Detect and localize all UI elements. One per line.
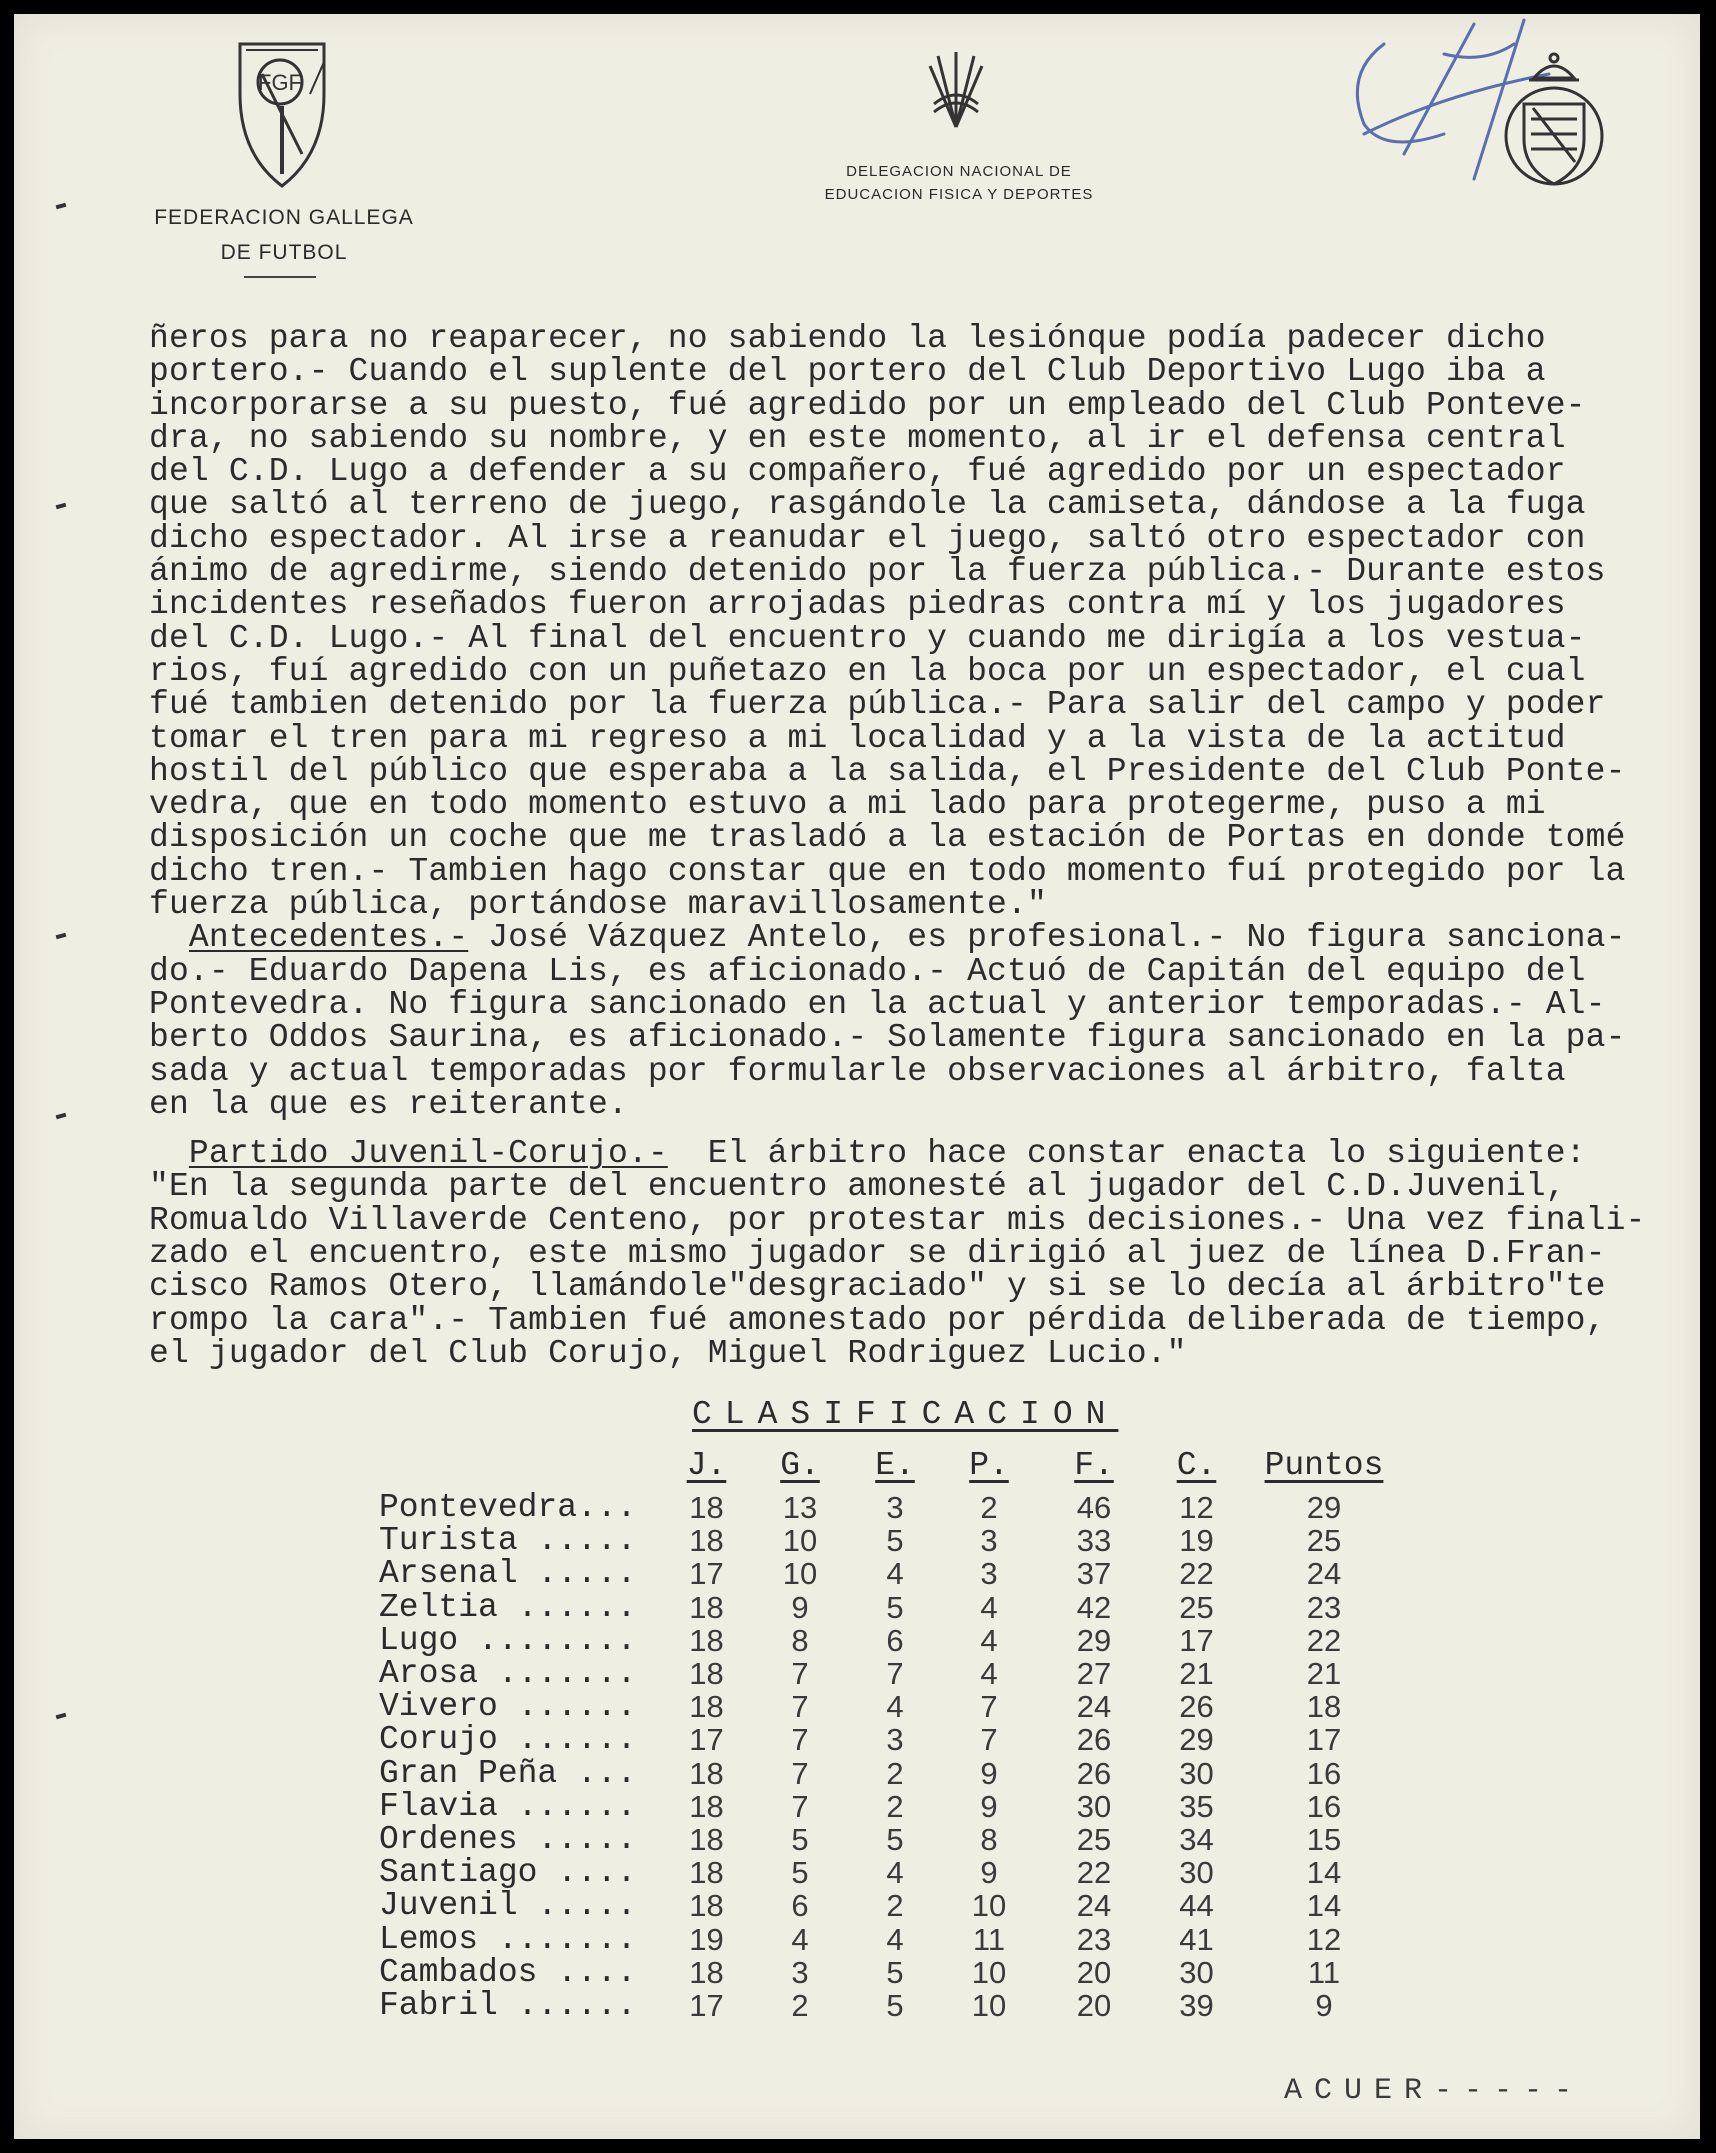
- table-row: [379, 1989, 1399, 2022]
- antecedentes-paragraph: [149, 921, 1689, 1121]
- text-line: fuerza pública, portándose maravillosamente.": [149, 886, 1047, 924]
- text-line: tomar el tren para mi regreso a mi localidad y a la vista de la actitud: [149, 719, 1566, 757]
- cell-lost: 9: [980, 1788, 998, 1824]
- partido-heading: Partido Juvenil-Corujo.-: [188, 1135, 668, 1173]
- cell-points: 18: [1306, 1689, 1342, 1725]
- svg-text:FGF: FGF: [258, 70, 302, 95]
- cell-points: 15: [1306, 1822, 1342, 1858]
- report-paragraph: [149, 320, 1689, 924]
- club-name: Santiago ....: [379, 1854, 637, 1892]
- cell-goals-for: 20: [1076, 1988, 1112, 2024]
- cell-lost: 3: [980, 1556, 998, 1592]
- cell-goals-for: 26: [1076, 1755, 1112, 1791]
- table-row: [379, 1690, 1399, 1723]
- standings-table: [379, 1439, 1399, 2025]
- standings-header-row: [379, 1439, 1399, 1491]
- federation-name: [124, 200, 444, 270]
- cell-played: 18: [689, 1490, 724, 1525]
- cell-lost: 4: [980, 1622, 998, 1658]
- text-line: cisco Ramos Otero, llamándole"desgraciado" y si se lo decía al árbitro"te: [149, 1268, 1606, 1306]
- text-line: [149, 1135, 1689, 1173]
- cell-won: 3: [791, 1954, 809, 1990]
- cell-lost: 10: [971, 1988, 1007, 2024]
- cell-won: 7: [791, 1689, 809, 1725]
- cell-goals-for: 30: [1076, 1788, 1112, 1824]
- club-name: Ordenes .....: [379, 1821, 637, 1859]
- club-name: Lugo ........: [379, 1621, 637, 1659]
- cell-played: 18: [689, 1589, 724, 1625]
- cell-won: 4: [791, 1921, 809, 1957]
- cell-lost: 4: [980, 1589, 998, 1625]
- cell-points: 14: [1306, 1888, 1342, 1924]
- cell-goals-for: 37: [1076, 1556, 1112, 1592]
- club-name: Arsenal .....: [379, 1555, 637, 1593]
- cell-points: 14: [1306, 1855, 1342, 1891]
- header-lost: P.: [969, 1446, 1009, 1484]
- cell-drawn: 3: [886, 1722, 904, 1758]
- text-line: Pontevedra. No figura sancionado en la actual y anterior temporadas.- Al-: [149, 985, 1606, 1023]
- table-row: [379, 1591, 1399, 1624]
- table-row: [379, 1889, 1399, 1922]
- cell-goals-for: 33: [1076, 1523, 1112, 1559]
- cell-won: 5: [791, 1822, 809, 1858]
- cell-drawn: 3: [886, 1490, 904, 1525]
- document-page: [14, 14, 1700, 2139]
- cell-goals-against: 17: [1179, 1622, 1214, 1658]
- federation-name-line2: DE FUTBOL: [220, 241, 348, 264]
- text-line: del C.D. Lugo.- Al final del encuentro y cuando me dirigía a los vestua-: [149, 619, 1586, 657]
- cell-goals-for: 22: [1076, 1855, 1112, 1891]
- cell-goals-against: 35: [1179, 1788, 1214, 1824]
- cell-points: 17: [1306, 1722, 1342, 1758]
- cell-lost: 9: [980, 1855, 998, 1891]
- cell-goals-against: 41: [1179, 1921, 1214, 1957]
- club-name: Turista .....: [379, 1522, 637, 1560]
- cell-lost: 7: [980, 1689, 998, 1725]
- cell-drawn: 6: [886, 1622, 904, 1658]
- continuation-mark: ACUER-----: [1284, 2074, 1585, 2108]
- cell-drawn: 5: [886, 1822, 904, 1858]
- table-row: [379, 1823, 1399, 1856]
- text-line: ñeros para no reaparecer, no sabiendo la lesiónque podía padecer dicho: [149, 320, 1546, 357]
- cell-goals-for: 26: [1076, 1722, 1112, 1758]
- cell-lost: 10: [971, 1888, 1007, 1924]
- cell-drawn: 5: [886, 1988, 904, 2024]
- cell-won: 7: [791, 1722, 809, 1758]
- cell-drawn: 5: [886, 1523, 904, 1559]
- table-row: [379, 1723, 1399, 1756]
- header-points: Puntos: [1264, 1446, 1384, 1484]
- cell-won: 7: [791, 1656, 809, 1692]
- punch-mark: [56, 1713, 67, 1719]
- text-line: portero.- Cuando el suplente del portero del Club Deportivo Lugo iba a: [149, 353, 1546, 391]
- text-line: "En la segunda parte del encuentro amonesté al jugador del C.D.Juvenil,: [149, 1168, 1566, 1206]
- club-name: Gran Peña ...: [379, 1754, 637, 1792]
- cell-points: 16: [1306, 1788, 1342, 1824]
- federation-rule: [244, 276, 316, 278]
- cell-goals-against: 26: [1179, 1689, 1214, 1725]
- cell-goals-for: 42: [1076, 1589, 1112, 1625]
- text-line: el jugador del Club Corujo, Miguel Rodriguez Lucio.": [149, 1334, 1187, 1372]
- cell-drawn: 2: [886, 1788, 904, 1824]
- cell-lost: 2: [980, 1490, 998, 1525]
- cell-goals-against: 12: [1179, 1490, 1214, 1525]
- cell-points: 11: [1307, 1954, 1341, 1990]
- antecedentes-heading: Antecedentes.-: [188, 919, 469, 957]
- text-line: en la que es reiterante.: [149, 1085, 628, 1123]
- club-name: Juvenil .....: [379, 1887, 637, 1925]
- yoke-and-arrows-emblem: [926, 42, 986, 132]
- cell-goals-for: 20: [1076, 1954, 1112, 1990]
- cell-played: 17: [689, 1988, 724, 2024]
- cell-goals-against: 34: [1179, 1822, 1214, 1858]
- cell-goals-for: 25: [1076, 1822, 1112, 1858]
- federation-shield-logo: [232, 34, 332, 194]
- table-row: [379, 1624, 1399, 1657]
- text-line: incidentes reseñados fueron arrojadas piedras contra mí y los jugadores: [149, 586, 1566, 624]
- header-goals-against: C.: [1176, 1446, 1217, 1484]
- text-line: sada y actual temporadas por formularle observaciones al árbitro, falta: [149, 1052, 1566, 1090]
- rfef-crowned-shield-logo: [1499, 44, 1609, 204]
- cell-played: 18: [689, 1855, 724, 1891]
- club-name: Flavia ......: [379, 1787, 637, 1825]
- cell-goals-against: 39: [1179, 1988, 1214, 2024]
- header-played: J.: [686, 1446, 727, 1484]
- cell-points: 25: [1306, 1523, 1342, 1559]
- cell-goals-against: 19: [1179, 1523, 1214, 1559]
- text-line: zado el encuentro, este mismo jugador se dirigió al juez de línea D.Fran-: [149, 1235, 1606, 1273]
- cell-goals-for: 46: [1076, 1490, 1112, 1525]
- delegation-name: [794, 160, 1124, 206]
- cell-lost: 11: [972, 1921, 1006, 1957]
- table-row: [379, 1524, 1399, 1557]
- text-line: fué tambien detenido por la fuerza pública.- Para salir del campo y poder: [149, 686, 1606, 724]
- table-row: [379, 1757, 1399, 1790]
- cell-drawn: 2: [886, 1888, 904, 1924]
- club-name: Fabril ......: [379, 1987, 637, 2025]
- cell-drawn: 4: [886, 1689, 904, 1725]
- cell-played: 18: [689, 1689, 724, 1725]
- cell-drawn: 7: [886, 1656, 904, 1692]
- text-line: do.- Eduardo Dapena Lis, es aficionado.- Actuó de Capitán del equipo del: [149, 952, 1586, 990]
- cell-lost: 10: [971, 1954, 1007, 1990]
- cell-played: 18: [689, 1954, 724, 1990]
- text-line: que saltó al terreno de juego, rasgándole la camiseta, dándose a la fuga: [149, 486, 1586, 524]
- cell-goals-against: 30: [1179, 1855, 1214, 1891]
- cell-points: 23: [1306, 1589, 1342, 1625]
- cell-drawn: 5: [886, 1589, 904, 1625]
- club-name: Pontevedra...: [379, 1489, 637, 1526]
- table-row: [379, 1956, 1399, 1989]
- text-line: rompo la cara".- Tambien fué amonestado por pérdida deliberada de tiempo,: [149, 1301, 1606, 1339]
- club-name: Zeltia ......: [379, 1588, 637, 1626]
- cell-won: 2: [791, 1988, 809, 2024]
- text-line: del C.D. Lugo a defender a su compañero, fué agredido por un espectador: [149, 453, 1566, 491]
- table-row: [379, 1557, 1399, 1590]
- cell-played: 18: [689, 1755, 724, 1791]
- cell-lost: 9: [980, 1755, 998, 1791]
- cell-points: 29: [1306, 1490, 1342, 1525]
- cell-played: 19: [689, 1921, 724, 1957]
- club-name: Corujo ......: [379, 1721, 637, 1759]
- cell-points: 9: [1315, 1988, 1333, 2024]
- text-line: ánimo de agredirme, siendo detenido por la fuerza pública.- Durante estos: [149, 553, 1606, 591]
- cell-won: 9: [791, 1589, 809, 1625]
- text-line: dicho tren.- Tambien hago constar que en todo momento fuí protegido por la: [149, 852, 1626, 890]
- cell-goals-for: 27: [1076, 1656, 1112, 1692]
- club-name: Lemos .......: [379, 1920, 637, 1958]
- cell-goals-for: 24: [1076, 1888, 1112, 1924]
- cell-goals-against: 22: [1179, 1556, 1214, 1592]
- cell-won: 7: [791, 1755, 809, 1791]
- cell-goals-for: 29: [1076, 1622, 1112, 1658]
- cell-lost: 4: [980, 1656, 998, 1692]
- cell-played: 18: [689, 1656, 724, 1692]
- delegation-name-line1: DELEGACION NACIONAL DE: [846, 163, 1072, 180]
- cell-points: 24: [1306, 1556, 1342, 1592]
- cell-played: 18: [689, 1523, 724, 1559]
- standings-body: [379, 1489, 1399, 2025]
- cell-goals-against: 30: [1179, 1755, 1214, 1791]
- club-name: Arosa .......: [379, 1655, 637, 1693]
- text-line: dra, no sabiendo su nombre, y en este momento, al ir el defensa central: [149, 419, 1566, 457]
- text-line: berto Oddos Saurina, es aficionado.- Solamente figura sancionado en la pa-: [149, 1019, 1626, 1057]
- text-line: dicho espectador. Al irse a reanudar el juego, saltó otro espectador con: [149, 519, 1586, 557]
- header-won: G.: [780, 1446, 820, 1484]
- federation-name-line1: FEDERACION GALLEGA: [154, 206, 414, 229]
- text-line: incorporarse a su puesto, fué agredido por un empleado del Club Ponteve-: [149, 386, 1586, 424]
- text-line: vedra, que en todo momento estuvo a mi lado para protegerme, puso a mi: [149, 786, 1546, 824]
- cell-points: 22: [1306, 1622, 1342, 1658]
- cell-lost: 8: [980, 1822, 998, 1858]
- text-line: disposición un coche que me trasladó a la estación de Portas en donde tomé: [149, 819, 1626, 857]
- cell-won: 5: [791, 1855, 809, 1891]
- text-line: [149, 919, 1689, 957]
- cell-goals-against: 21: [1179, 1656, 1214, 1692]
- cell-won: 6: [791, 1888, 809, 1924]
- cell-goals-against: 25: [1179, 1589, 1214, 1625]
- table-row: [379, 1657, 1399, 1690]
- antecedentes-first-line: José Vázquez Antelo, es profesional.- No figura sanciona-: [468, 919, 1626, 957]
- header-goals-for: F.: [1074, 1446, 1114, 1484]
- header-drawn: E.: [875, 1446, 915, 1484]
- cell-points: 16: [1306, 1755, 1342, 1791]
- cell-played: 18: [689, 1822, 724, 1858]
- cell-won: 10: [782, 1556, 818, 1592]
- cell-points: 21: [1306, 1656, 1342, 1692]
- text-line: hostil del público que esperaba a la salida, el Presidente del Club Ponte-: [149, 752, 1626, 790]
- cell-played: 18: [689, 1622, 724, 1658]
- header-club: [379, 1439, 669, 1491]
- cell-goals-for: 24: [1076, 1689, 1112, 1725]
- partido-paragraph: [149, 1137, 1689, 1370]
- cell-won: 10: [782, 1523, 818, 1559]
- standings-title: CLASIFICACION: [692, 1396, 1119, 1433]
- table-row: [379, 1790, 1399, 1823]
- cell-won: 13: [782, 1490, 818, 1525]
- text-line: rios, fuí agredido con un puñetazo en la boca por un espectador, el cual: [149, 652, 1586, 690]
- cell-points: 12: [1306, 1921, 1342, 1957]
- cell-played: 18: [689, 1888, 724, 1924]
- partido-first-line: El árbitro hace constar enacta lo siguiente:: [667, 1135, 1586, 1173]
- letter-body: [149, 322, 1689, 1370]
- cell-goals-against: 30: [1179, 1954, 1214, 1990]
- letterhead: [14, 14, 1700, 304]
- cell-goals-against: 44: [1179, 1888, 1214, 1924]
- table-row: [379, 1491, 1399, 1524]
- delegation-name-line2: EDUCACION FISICA Y DEPORTES: [824, 186, 1094, 203]
- cell-played: 18: [689, 1788, 724, 1824]
- cell-won: 8: [791, 1622, 809, 1658]
- cell-drawn: 2: [886, 1755, 904, 1791]
- cell-drawn: 4: [886, 1556, 904, 1592]
- cell-lost: 7: [980, 1722, 998, 1758]
- cell-drawn: 5: [886, 1954, 904, 1990]
- cell-goals-for: 23: [1076, 1921, 1112, 1957]
- table-row: [379, 1856, 1399, 1889]
- cell-played: 17: [689, 1556, 724, 1592]
- punch-mark: [56, 1113, 67, 1119]
- punch-mark: [56, 933, 67, 939]
- punch-mark: [56, 503, 67, 509]
- text-line: Romualdo Villaverde Centeno, por protestar mis decisiones.- Una vez finali-: [149, 1201, 1646, 1239]
- cell-goals-against: 29: [1179, 1722, 1214, 1758]
- cell-drawn: 4: [886, 1855, 904, 1891]
- cell-played: 17: [689, 1722, 724, 1758]
- cell-drawn: 4: [886, 1921, 904, 1957]
- club-name: Vivero ......: [379, 1688, 637, 1726]
- cell-lost: 3: [980, 1523, 998, 1559]
- table-row: [379, 1923, 1399, 1956]
- cell-won: 7: [791, 1788, 809, 1824]
- club-name: Cambados ....: [379, 1953, 637, 1991]
